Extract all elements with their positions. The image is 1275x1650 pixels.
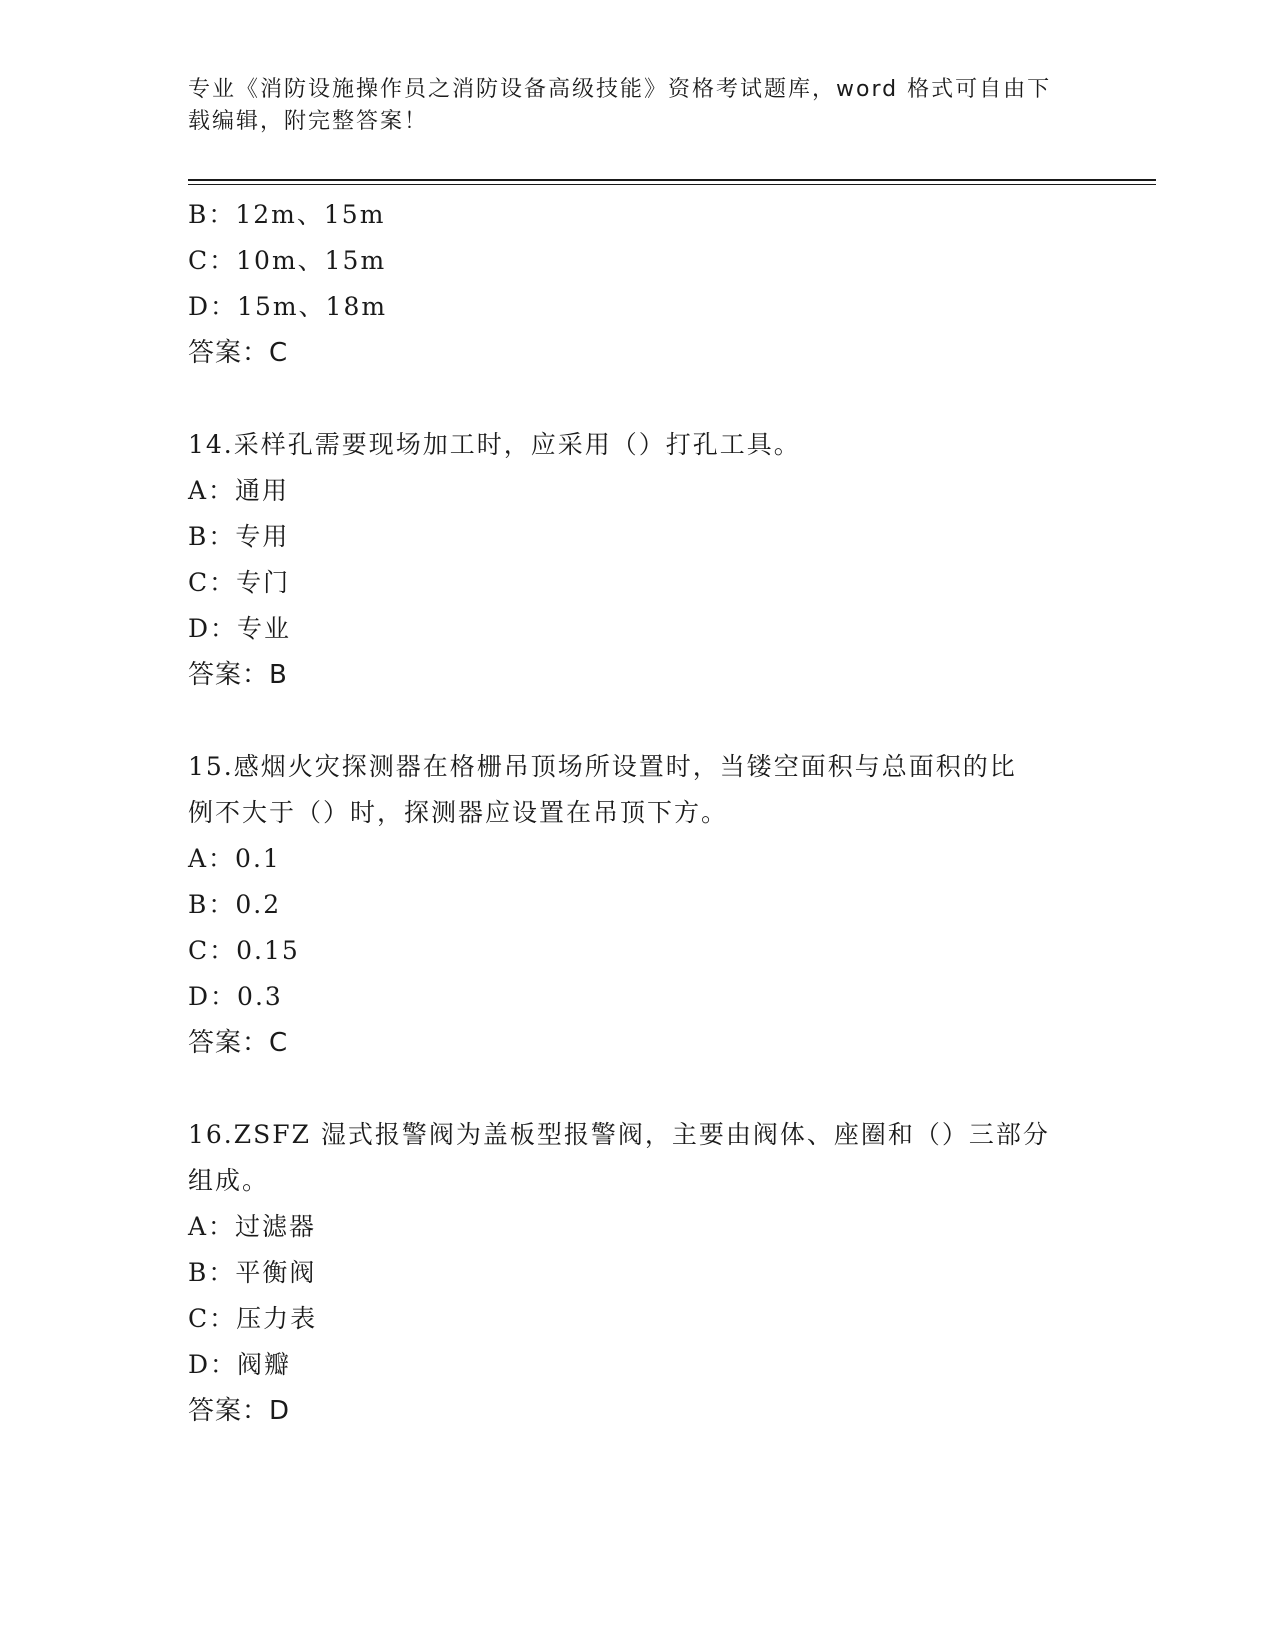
option-a: A：通用	[188, 476, 290, 505]
answer-line: 答案：D	[188, 1396, 291, 1426]
question-stem: 14.采样孔需要现场加工时，应采用（）打孔工具。	[188, 430, 801, 459]
question-13-continued	[188, 192, 1088, 376]
option-d: D：0.3	[188, 982, 283, 1011]
question-list	[188, 192, 1088, 1434]
question-15	[188, 744, 1088, 1066]
header-divider-thick	[188, 179, 1156, 181]
option-c: C：0.15	[188, 936, 300, 965]
option-b: B：0.2	[188, 890, 282, 919]
question-stem-line-2: 例不大于（）时，探测器应设置在吊顶下方。	[188, 798, 729, 827]
option-c: C：专门	[188, 568, 291, 597]
option-b: B：专用	[188, 522, 290, 551]
option-a: A：过滤器	[188, 1212, 317, 1241]
option-d: D：阀瓣	[188, 1350, 292, 1379]
option-b: B：12m、15m	[188, 200, 386, 229]
document-header	[188, 74, 1068, 138]
question-14	[188, 422, 1088, 698]
answer-line: 答案：C	[188, 338, 289, 368]
question-stem-line-1: 15.感烟火灾探测器在格栅吊顶场所设置时，当镂空面积与总面积的比	[188, 752, 1017, 781]
answer-line: 答案：B	[188, 660, 288, 690]
option-c: C：压力表	[188, 1304, 318, 1333]
option-a: A：0.1	[188, 844, 281, 873]
option-d: D：15m、18m	[188, 292, 388, 321]
option-d: D：专业	[188, 614, 292, 643]
header-line-1: 专业《消防设施操作员之消防设备高级技能》资格考试题库，word 格式可自由下	[188, 77, 1052, 102]
header-divider-thin	[188, 184, 1156, 185]
option-c: C：10m、15m	[188, 246, 387, 275]
question-16	[188, 1112, 1088, 1434]
header-line-2: 载编辑，附完整答案！	[188, 109, 429, 134]
answer-line: 答案：C	[188, 1028, 289, 1058]
question-stem-line-1: 16.ZSFZ 湿式报警阀为盖板型报警阀，主要由阀体、座圈和（）三部分	[188, 1120, 1050, 1149]
question-stem-line-2: 组成。	[188, 1166, 270, 1195]
option-b: B：平衡阀	[188, 1258, 317, 1287]
